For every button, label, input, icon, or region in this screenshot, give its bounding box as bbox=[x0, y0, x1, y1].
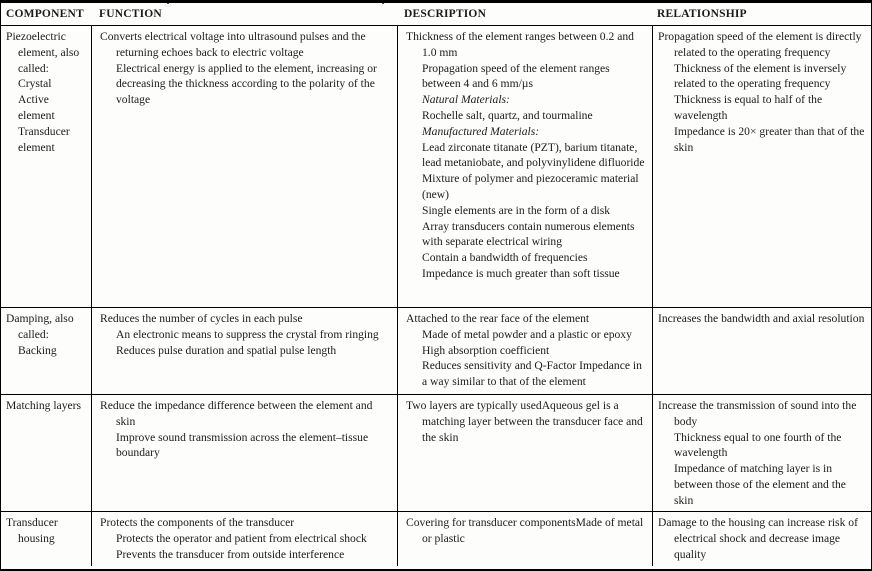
cell-line: Propagation speed of the element is directly related to the operating frequency bbox=[658, 30, 862, 59]
cell-line: Thickness is equal to half of the wavelength bbox=[674, 93, 823, 122]
cell-line: Impedance is 20× greater than that of the skin bbox=[674, 124, 865, 154]
cell-line: Prevents the transducer from outside interference bbox=[116, 547, 345, 561]
table-cell bbox=[1, 26, 91, 307]
table-cell bbox=[91, 395, 397, 511]
cell-line: Transducer element bbox=[18, 124, 70, 154]
table-cell bbox=[1, 395, 91, 511]
table-cell bbox=[652, 512, 871, 566]
table-cell bbox=[397, 395, 652, 511]
cell-line: Rochelle salt, quartz, and tourmaline bbox=[422, 108, 593, 122]
cell-line: Electrical energy is applied to the element, increasing or decreasing the thickness according to the polarity of the voltage bbox=[116, 61, 377, 107]
table-row bbox=[1, 394, 871, 511]
cell-line: Thickness of the element ranges between 0.2 and 1.0 mm bbox=[406, 30, 634, 59]
cell-line: Thickness equal to one fourth of the wavelength bbox=[674, 430, 842, 460]
cell-line: An electronic means to suppress the crystal from ringing bbox=[116, 327, 379, 341]
cell-line: Covering for transducer componentsMade of metal or plastic bbox=[406, 516, 644, 545]
table-cell bbox=[397, 26, 652, 307]
table-cell bbox=[91, 26, 397, 307]
table-cell bbox=[91, 308, 397, 394]
table-cell bbox=[397, 308, 652, 394]
cell-line: Improve sound transmission across the element–tissue boundary bbox=[116, 430, 369, 460]
cell-line: Matching layers bbox=[6, 399, 82, 412]
cell-line: Increases the bandwidth and axial resolution bbox=[658, 312, 865, 325]
table-cell bbox=[652, 308, 871, 394]
table-row bbox=[1, 26, 871, 307]
cell-line: Made of metal powder and a plastic or epoxy bbox=[422, 327, 632, 341]
table-cell bbox=[1, 308, 91, 394]
cell-line: High absorption coefficient bbox=[422, 343, 550, 357]
table-cell bbox=[652, 26, 871, 307]
cell-line: Reduces the number of cycles in each pulse bbox=[100, 312, 303, 325]
cell-line: Impedance of matching layer is in between those of the element and the skin bbox=[674, 462, 846, 507]
cell-line: Protects the operator and patient from electrical shock bbox=[116, 531, 367, 545]
cell-line: Reduces sensitivity and Q-Factor Impedance in a way similar to that of the element bbox=[422, 359, 642, 389]
cell-line: Two layers are typically usedAqueous gel is a matching layer between the transducer face and the skin bbox=[406, 399, 643, 444]
cell-line: Thickness of the element is inversely related to the operating frequency bbox=[674, 61, 847, 91]
cell-line: Attached to the rear face of the element bbox=[406, 312, 590, 325]
table-row bbox=[1, 511, 871, 566]
table-cell bbox=[652, 395, 871, 511]
column-header-description: DESCRIPTION bbox=[404, 8, 487, 20]
cell-line: Lead zirconate titanate (PZT), barium titanate, lead metaniobate, and polyvinylidene difluoride bbox=[422, 140, 645, 170]
table-header-row bbox=[1, 3, 871, 26]
table-body bbox=[1, 26, 871, 566]
cell-line: Damage to the housing can increase risk of electrical shock and decrease image quality bbox=[658, 516, 858, 561]
cell-line: Active element bbox=[18, 93, 55, 122]
cell-line: Damping, also called: bbox=[6, 312, 74, 341]
cell-line: Propagation speed of the element ranges between 4 and 6 mm/µs bbox=[422, 61, 610, 91]
cell-line: Backing bbox=[18, 343, 57, 357]
column-header-relationship: RELATIONSHIP bbox=[657, 8, 747, 20]
column-header-component: COMPONENT bbox=[6, 8, 84, 20]
cell-line: Contain a bandwidth of frequencies bbox=[422, 251, 588, 265]
cell-line: Array transducers contain numerous elements with separate electrical wiring bbox=[422, 219, 635, 249]
table-cell bbox=[397, 512, 652, 566]
cell-line: Reduces pulse duration and spatial pulse length bbox=[116, 343, 337, 357]
cell-line: Mixture of polymer and piezoceramic material (new) bbox=[422, 172, 639, 201]
table-row bbox=[1, 307, 871, 394]
table-cell bbox=[91, 512, 397, 566]
cell-line: Natural Materials: bbox=[422, 93, 510, 107]
cell-line: Protects the components of the transducer bbox=[100, 516, 295, 529]
cell-line: Impedance is much greater than soft tissue bbox=[422, 266, 620, 280]
cell-line: Crystal bbox=[18, 77, 52, 91]
cell-line: Single elements are in the form of a disk bbox=[422, 203, 611, 217]
column-header-function: FUNCTION bbox=[99, 8, 162, 20]
cell-line: Reduce the impedance difference between the element and skin bbox=[100, 399, 373, 428]
cell-line: Manufactured Materials: bbox=[422, 124, 540, 138]
table-cell bbox=[1, 512, 91, 566]
cell-line: Converts electrical voltage into ultrasound pulses and the returning echoes back to electric voltage bbox=[100, 30, 366, 59]
cell-line: Piezoelectric element, also called: bbox=[6, 30, 80, 75]
cell-line: Transducer housing bbox=[6, 516, 58, 545]
cell-line: Increase the transmission of sound into the body bbox=[658, 399, 857, 428]
